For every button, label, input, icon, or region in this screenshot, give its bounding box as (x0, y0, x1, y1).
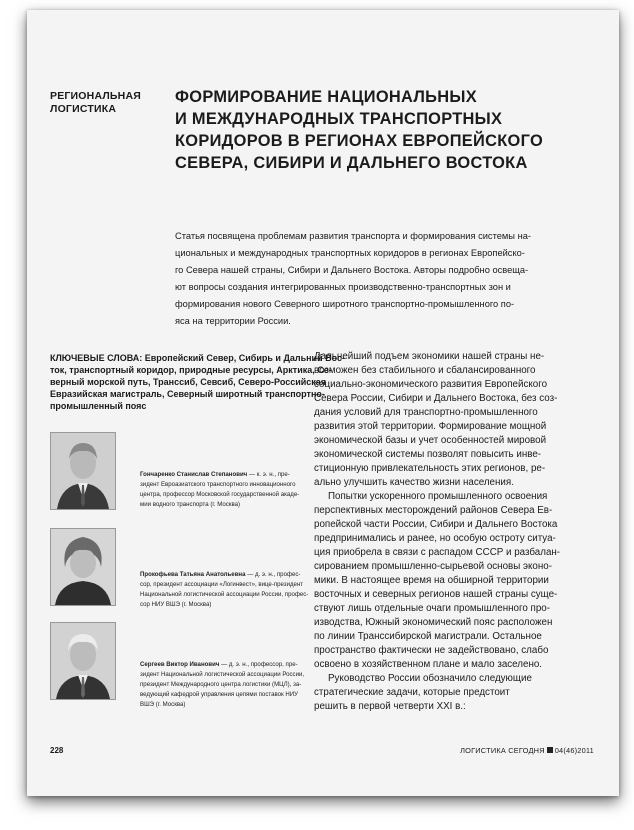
article-body (314, 350, 576, 714)
author-card (50, 622, 312, 708)
journal-footer (460, 746, 594, 755)
keywords (50, 352, 345, 412)
body-line: перспективных месторождений районов Севера Ев- (314, 505, 553, 516)
abstract (175, 228, 545, 329)
author-bio-line: сор, президент ассоциации «Логинвест», вице-президент (140, 581, 304, 588)
body-line: социально-экономического развития Европейского (314, 379, 548, 390)
body-line: возможен без стабильного и сбалансированного (314, 365, 536, 376)
body-line: ствуют лишь отдельные очаги промышленного про- (314, 603, 550, 614)
body-line: стратегические задачи, которые предстоит (314, 687, 510, 698)
author-name: Прокофьева Татьяна Анатольевна (140, 571, 246, 578)
title-line: И МЕЖДУНАРОДНЫХ ТРАНСПОРТНЫХ (175, 110, 503, 128)
body-line: по линии Транссибирской магистрали. Остальное (314, 631, 542, 642)
title-line: ФОРМИРОВАНИЕ НАЦИОНАЛЬНЫХ (175, 88, 477, 106)
author-name: Гончаренко Станислав Степанович (140, 471, 248, 478)
author-bio-line: — д. э. н., профессор, пре- (219, 661, 298, 668)
body-line: Руководство России обозначило следующие (328, 673, 532, 684)
author-bio-line: мии водного транспорта (г. Москва) (140, 501, 241, 508)
body-line: развития этой территории. Формирование мощной (314, 421, 547, 432)
author-photo (50, 622, 116, 700)
body-line: стиционную привлекательность этих регионов, ре- (314, 463, 546, 474)
body-line: ально улучшить качество жизни населения. (314, 477, 514, 488)
keywords-line: ток, транспортный коридор, природные ресурсы, Арктика, Се- (50, 365, 332, 375)
author-photo (50, 528, 116, 606)
body-line: изводства, Южный экономический пояс расположен (314, 617, 553, 628)
body-line: экономической базы и учет особенностей мировой (314, 435, 547, 446)
abstract-line: Статья посвящена проблемам развития транспорта и формирования системы на- (175, 231, 531, 241)
author-bio-line: ведующий кафедрой управления цепями поставок НИУ (140, 691, 299, 698)
author-bio (140, 570, 312, 610)
author-photo (50, 432, 116, 510)
keywords-line: Евразийская магистраль, Северный широтный транспортно- (50, 389, 325, 399)
keywords-line: верный морской путь, Транссиб, Севсиб, Северо-Российская (50, 377, 327, 387)
author-bio-line: — д. э. н., профес- (245, 571, 301, 578)
body-line: дания условий для транспортно-промышленного (314, 407, 538, 418)
author-bio-line: Национальной логистической ассоциации России, профес- (140, 591, 309, 598)
abstract-line: циональных и международных транспортных коридоров в регионах Европейско- (175, 247, 525, 258)
title-line: КОРИДОРОВ В РЕГИОНАХ ЕВРОПЕЙСКОГО (175, 132, 544, 150)
body-line: мики. В настоящее время на обширной территории (314, 575, 549, 586)
section-label-line: РЕГИОНАЛЬНАЯ (50, 90, 141, 102)
body-line: Севера России, Сибири и Дальнего Востока, без соз- (314, 393, 558, 404)
body-line: Дальнейший подъем экономики нашей страны не- (314, 351, 545, 362)
author-bio (140, 660, 312, 710)
abstract-line: ют вопросы создания интегрированных производственно-транспортных зон и (175, 281, 511, 292)
title-line: СЕВЕРА, СИБИРИ И ДАЛЬНЕГО ВОСТОКА (175, 154, 528, 172)
abstract-line: формирования нового Северного широтного транспортно-промышленного по- (175, 298, 515, 309)
body-line: пространство фактически не задействовано, слабо (314, 645, 549, 656)
section-label-line: ЛОГИСТИКА (50, 103, 117, 115)
body-line: решить в первой четверти XXI в.: (314, 701, 466, 712)
body-line: предпринимались и ранее, но особую остроту ситуа- (314, 533, 556, 544)
author-bio-line: центра, профессор Московской государственной акаде- (140, 491, 300, 498)
author-name: Сергеев Виктор Иванович (140, 661, 220, 668)
author-bio-line: — к. э. н., пре- (247, 471, 290, 478)
body-line: восточных и северных регионов нашей страны суще- (314, 589, 558, 600)
keywords-line: промышленный пояс (50, 401, 147, 411)
body-line: ция приобрела в связи с распадом СССР и разбалан- (314, 547, 561, 558)
author-bio-line: ВШЭ (г. Москва) (140, 701, 186, 708)
page-number: 228 (50, 746, 64, 755)
section-label (50, 90, 160, 116)
author-card (50, 528, 312, 608)
body-line: сированием промышленно-сырьевой основы эконо- (314, 561, 552, 572)
keywords-line: КЛЮЧЕВЫЕ СЛОВА: Европейский Север, Сибирь и Дальний Вос- (50, 353, 345, 363)
body-line: освоено в хозяйственном плане и мало заселено. (314, 659, 543, 670)
author-bio (140, 470, 312, 510)
body-line: экономической системы позволят повысить инве- (314, 449, 542, 460)
author-bio-line: зидент Национальной логистической ассоциации России, (140, 671, 305, 678)
body-line: ропейской части России, Сибири и Дальнего Востока (314, 519, 558, 530)
journal-name: ЛОГИСТИКА СЕГОДНЯ (460, 746, 545, 755)
body-line: Попытки ускоренного промышленного освоения (328, 491, 548, 502)
abstract-line: го Севера нашей страны, Сибири и Дальнего Востока. Авторы подробно освеща- (175, 264, 529, 275)
author-bio-line: зидент Евроазиатского транспортного инновационного (140, 481, 296, 488)
abstract-line: яса на территории России. (175, 315, 291, 326)
author-bio-line: президент Международного центра логистики (МЦЛ), за- (140, 681, 302, 688)
author-bio-line: сор НИУ ВШЭ (г. Москва) (140, 601, 212, 608)
square-bullet-icon (547, 747, 553, 753)
journal-issue: 04(46)2011 (554, 746, 594, 755)
article-title (175, 86, 575, 174)
author-card (50, 432, 312, 512)
